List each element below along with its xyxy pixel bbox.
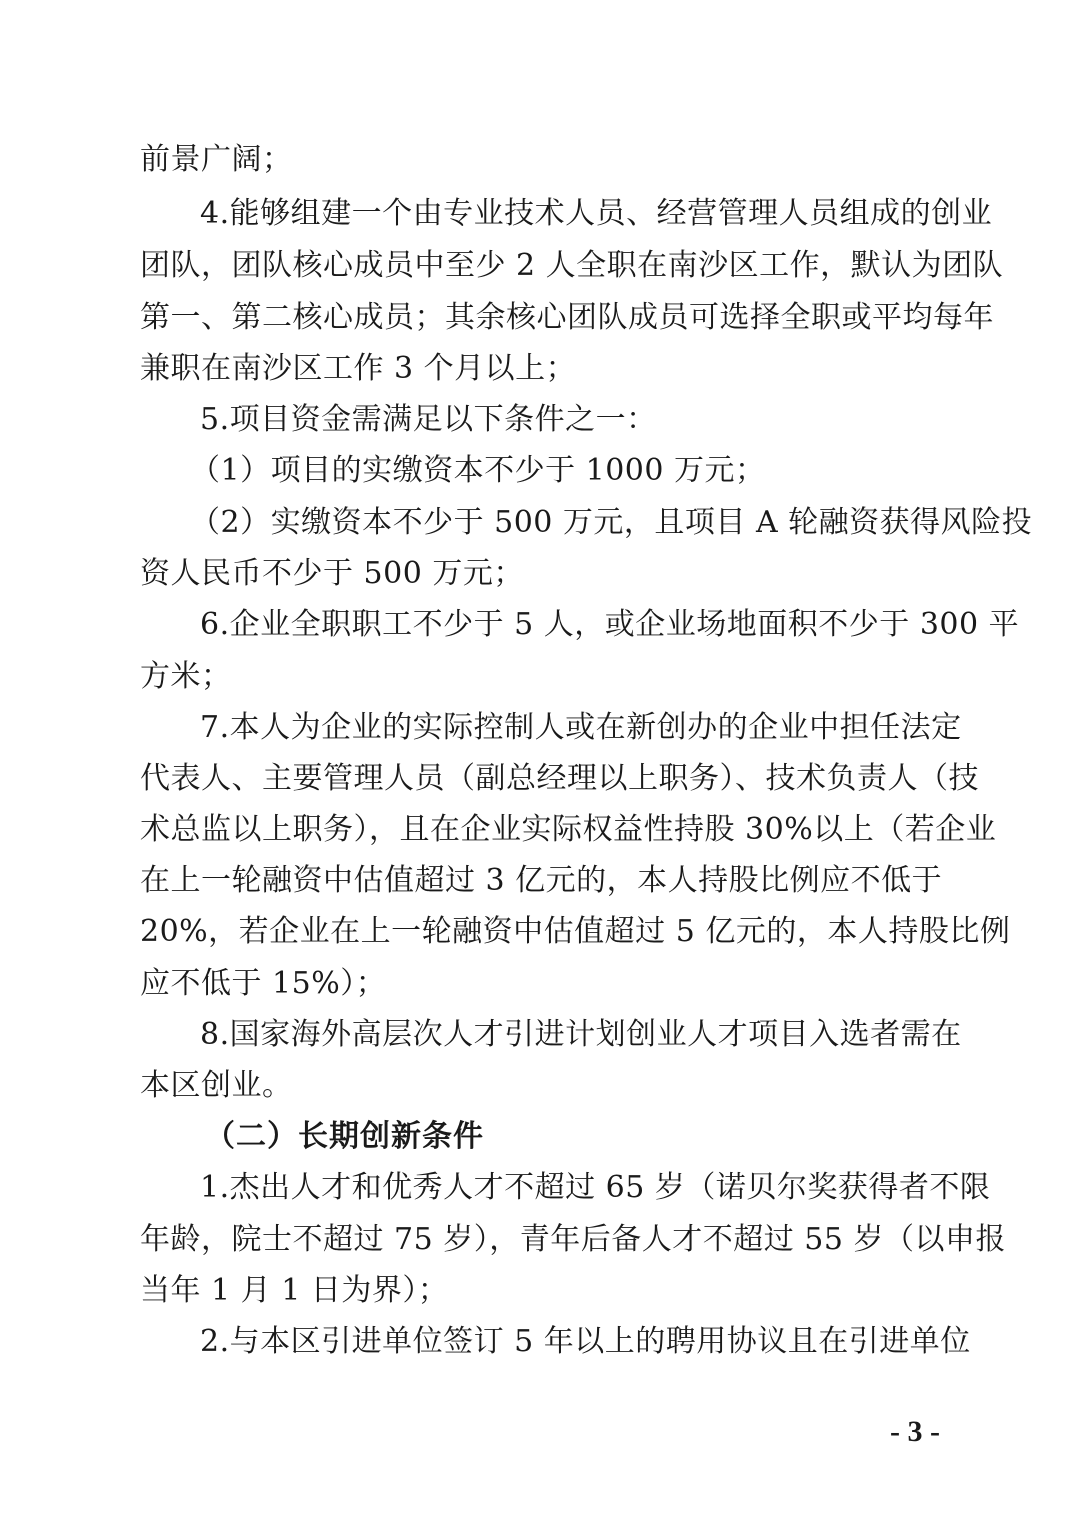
text-line: 年龄，院士不超过 75 岁），青年后备人才不超过 55 岁（以申报	[140, 1222, 1006, 1257]
text-line: （1）项目的实缴资本不少于 1000 万元；	[190, 453, 766, 488]
text-line: 8.国家海外高层次人才引进计划创业人才项目入选者需在	[200, 1017, 962, 1052]
text-line: 20%，若企业在上一轮融资中估值超过 5 亿元的，本人持股比例	[140, 914, 1011, 949]
text-line: 方米；	[140, 659, 232, 694]
text-line: 团队，团队核心成员中至少 2 人全职在南沙区工作，默认为团队	[140, 248, 1004, 283]
text-line: 1.杰出人才和优秀人才不超过 65 岁（诺贝尔奖获得者不限	[200, 1170, 991, 1205]
text-line: 前景广阔；	[140, 142, 293, 177]
text-line: 4.能够组建一个由专业技术人员、经营管理人员组成的创业	[200, 196, 993, 231]
text-line: 5.项目资金需满足以下条件之一：	[200, 402, 657, 437]
text-line: 代表人、主要管理人员（副总经理以上职务）、技术负责人（技	[140, 761, 979, 796]
text-line: 当年 1 月 1 日为界）；	[140, 1273, 449, 1308]
text-line: 兼职在南沙区工作 3 个月以上；	[140, 351, 577, 386]
text-line: 6.企业全职职工不少于 5 人，或企业场地面积不少于 300 平	[200, 607, 1020, 642]
text-line: 在上一轮融资中估值超过 3 亿元的，本人持股比例应不低于	[140, 863, 943, 898]
text-line: 第一、第二核心成员；其余核心团队成员可选择全职或平均每年	[140, 300, 994, 335]
text-line: 7.本人为企业的实际控制人或在新创办的企业中担任法定	[200, 710, 962, 745]
text-line: 2.与本区引进单位签订 5 年以上的聘用协议且在引进单位	[200, 1324, 971, 1359]
section-heading: （二）长期创新条件	[205, 1119, 484, 1154]
text-line: 应不低于 15%）；	[140, 966, 387, 1001]
text-line: （2）实缴资本不少于 500 万元，且项目 A 轮融资获得风险投	[190, 505, 1033, 540]
text-line: 术总监以上职务），且在企业实际权益性持股 30%以上（若企业	[140, 812, 997, 847]
page-number: - 3 -	[890, 1415, 940, 1448]
text-line: 本区创业。	[140, 1068, 293, 1103]
text-line: 资人民币不少于 500 万元；	[140, 556, 524, 591]
